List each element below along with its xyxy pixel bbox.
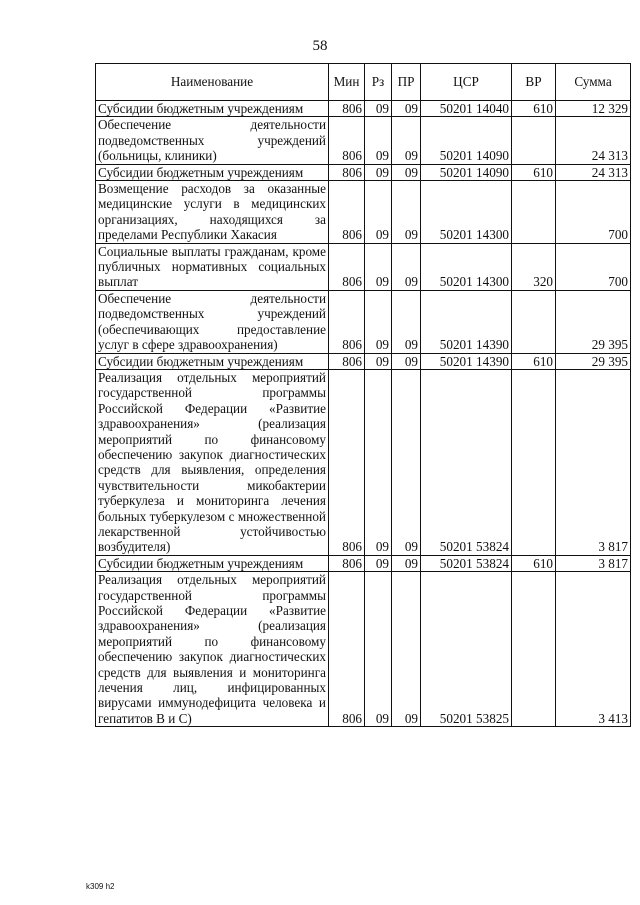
cell-pr: 09	[392, 369, 421, 555]
cell-name: Реализация отдельных мероприятий государственной программы Российской Федерации «Развитие здравоохранения» (реализация мероприятий по финансовому обеспечению закупок диагностических средств для выявления, определения чувствительности микобактерии туберкулеза и мониторинга лечения больных туберкулезом с множественной лекарственной устойчивостью возбудителя)	[96, 369, 329, 555]
cell-csr: 50201 14090	[421, 164, 512, 180]
cell-vr: 610	[512, 353, 556, 369]
cell-sum: 700	[556, 181, 631, 244]
cell-name: Реализация отдельных мероприятий государственной программы Российской Федерации «Развитие здравоохранения» (реализация мероприятий по финансовому обеспечению закупок диагностических средств для выявления и мониторинга лечения лиц, инфицированных вирусами иммунодефицита человека и гепатитов В и С)	[96, 572, 329, 727]
cell-name: Социальные выплаты гражданам, кроме публичных нормативных социальных выплат	[96, 243, 329, 290]
cell-rz: 09	[365, 353, 392, 369]
cell-vr: 610	[512, 555, 556, 571]
cell-pr: 09	[392, 181, 421, 244]
cell-vr	[512, 369, 556, 555]
cell-vr: 320	[512, 243, 556, 290]
cell-pr: 09	[392, 353, 421, 369]
cell-rz: 09	[365, 369, 392, 555]
cell-csr: 50201 14090	[421, 117, 512, 164]
table-body	[96, 101, 631, 727]
page-number: 58	[312, 38, 328, 54]
cell-csr: 50201 53825	[421, 572, 512, 727]
cell-csr: 50201 14300	[421, 243, 512, 290]
cell-vr	[512, 290, 556, 353]
cell-sum: 3 413	[556, 572, 631, 727]
table-row	[96, 243, 631, 290]
cell-pr: 09	[392, 101, 421, 117]
cell-name: Субсидии бюджетным учреждениям	[96, 164, 329, 180]
table-row	[96, 101, 631, 117]
table-row	[96, 353, 631, 369]
cell-csr: 50201 14300	[421, 181, 512, 244]
cell-rz: 09	[365, 181, 392, 244]
header-sum: Сумма	[556, 64, 631, 101]
cell-csr: 50201 14390	[421, 353, 512, 369]
cell-min: 806	[329, 101, 365, 117]
cell-sum: 3 817	[556, 369, 631, 555]
table-header-row	[96, 64, 631, 101]
header-vr: ВР	[512, 64, 556, 101]
cell-sum: 700	[556, 243, 631, 290]
table-row	[96, 164, 631, 180]
header-min: Мин	[329, 64, 365, 101]
cell-vr: 610	[512, 164, 556, 180]
cell-rz: 09	[365, 290, 392, 353]
document-code: k309 h2	[86, 882, 115, 891]
cell-pr: 09	[392, 117, 421, 164]
budget-table	[95, 63, 631, 727]
cell-name: Субсидии бюджетным учреждениям	[96, 555, 329, 571]
cell-sum: 24 313	[556, 164, 631, 180]
header-rz: Рз	[365, 64, 392, 101]
cell-sum: 24 313	[556, 117, 631, 164]
cell-min: 806	[329, 353, 365, 369]
cell-rz: 09	[365, 164, 392, 180]
cell-min: 806	[329, 290, 365, 353]
cell-name: Обеспечение деятельности подведомственных учреждений (больницы, клиники)	[96, 117, 329, 164]
table-row	[96, 555, 631, 571]
cell-rz: 09	[365, 101, 392, 117]
cell-vr	[512, 117, 556, 164]
header-name: Наименование	[96, 64, 329, 101]
table-row	[96, 290, 631, 353]
header-pr: ПР	[392, 64, 421, 101]
cell-csr: 50201 14040	[421, 101, 512, 117]
cell-pr: 09	[392, 555, 421, 571]
cell-csr: 50201 14390	[421, 290, 512, 353]
cell-pr: 09	[392, 164, 421, 180]
header-csr: ЦСР	[421, 64, 512, 101]
cell-min: 806	[329, 572, 365, 727]
cell-rz: 09	[365, 117, 392, 164]
cell-name: Субсидии бюджетным учреждениям	[96, 101, 329, 117]
cell-rz: 09	[365, 572, 392, 727]
cell-sum: 12 329	[556, 101, 631, 117]
cell-sum: 29 395	[556, 290, 631, 353]
cell-csr: 50201 53824	[421, 555, 512, 571]
cell-pr: 09	[392, 290, 421, 353]
cell-pr: 09	[392, 572, 421, 727]
cell-name: Возмещение расходов за оказанные медицинские услуги в медицинских организациях, находящихся за пределами Республики Хакасия	[96, 181, 329, 244]
cell-min: 806	[329, 243, 365, 290]
cell-sum: 29 395	[556, 353, 631, 369]
cell-min: 806	[329, 117, 365, 164]
cell-min: 806	[329, 555, 365, 571]
cell-sum: 3 817	[556, 555, 631, 571]
cell-min: 806	[329, 181, 365, 244]
table-row	[96, 181, 631, 244]
cell-min: 806	[329, 369, 365, 555]
cell-min: 806	[329, 164, 365, 180]
cell-rz: 09	[365, 555, 392, 571]
cell-vr	[512, 181, 556, 244]
table-row	[96, 117, 631, 164]
cell-pr: 09	[392, 243, 421, 290]
cell-vr	[512, 572, 556, 727]
cell-rz: 09	[365, 243, 392, 290]
cell-name: Субсидии бюджетным учреждениям	[96, 353, 329, 369]
cell-vr: 610	[512, 101, 556, 117]
table-row	[96, 369, 631, 555]
cell-csr: 50201 53824	[421, 369, 512, 555]
table-row	[96, 572, 631, 727]
cell-name: Обеспечение деятельности подведомственных учреждений (обеспечивающих предоставление услуг в сфере здравоохранения)	[96, 290, 329, 353]
